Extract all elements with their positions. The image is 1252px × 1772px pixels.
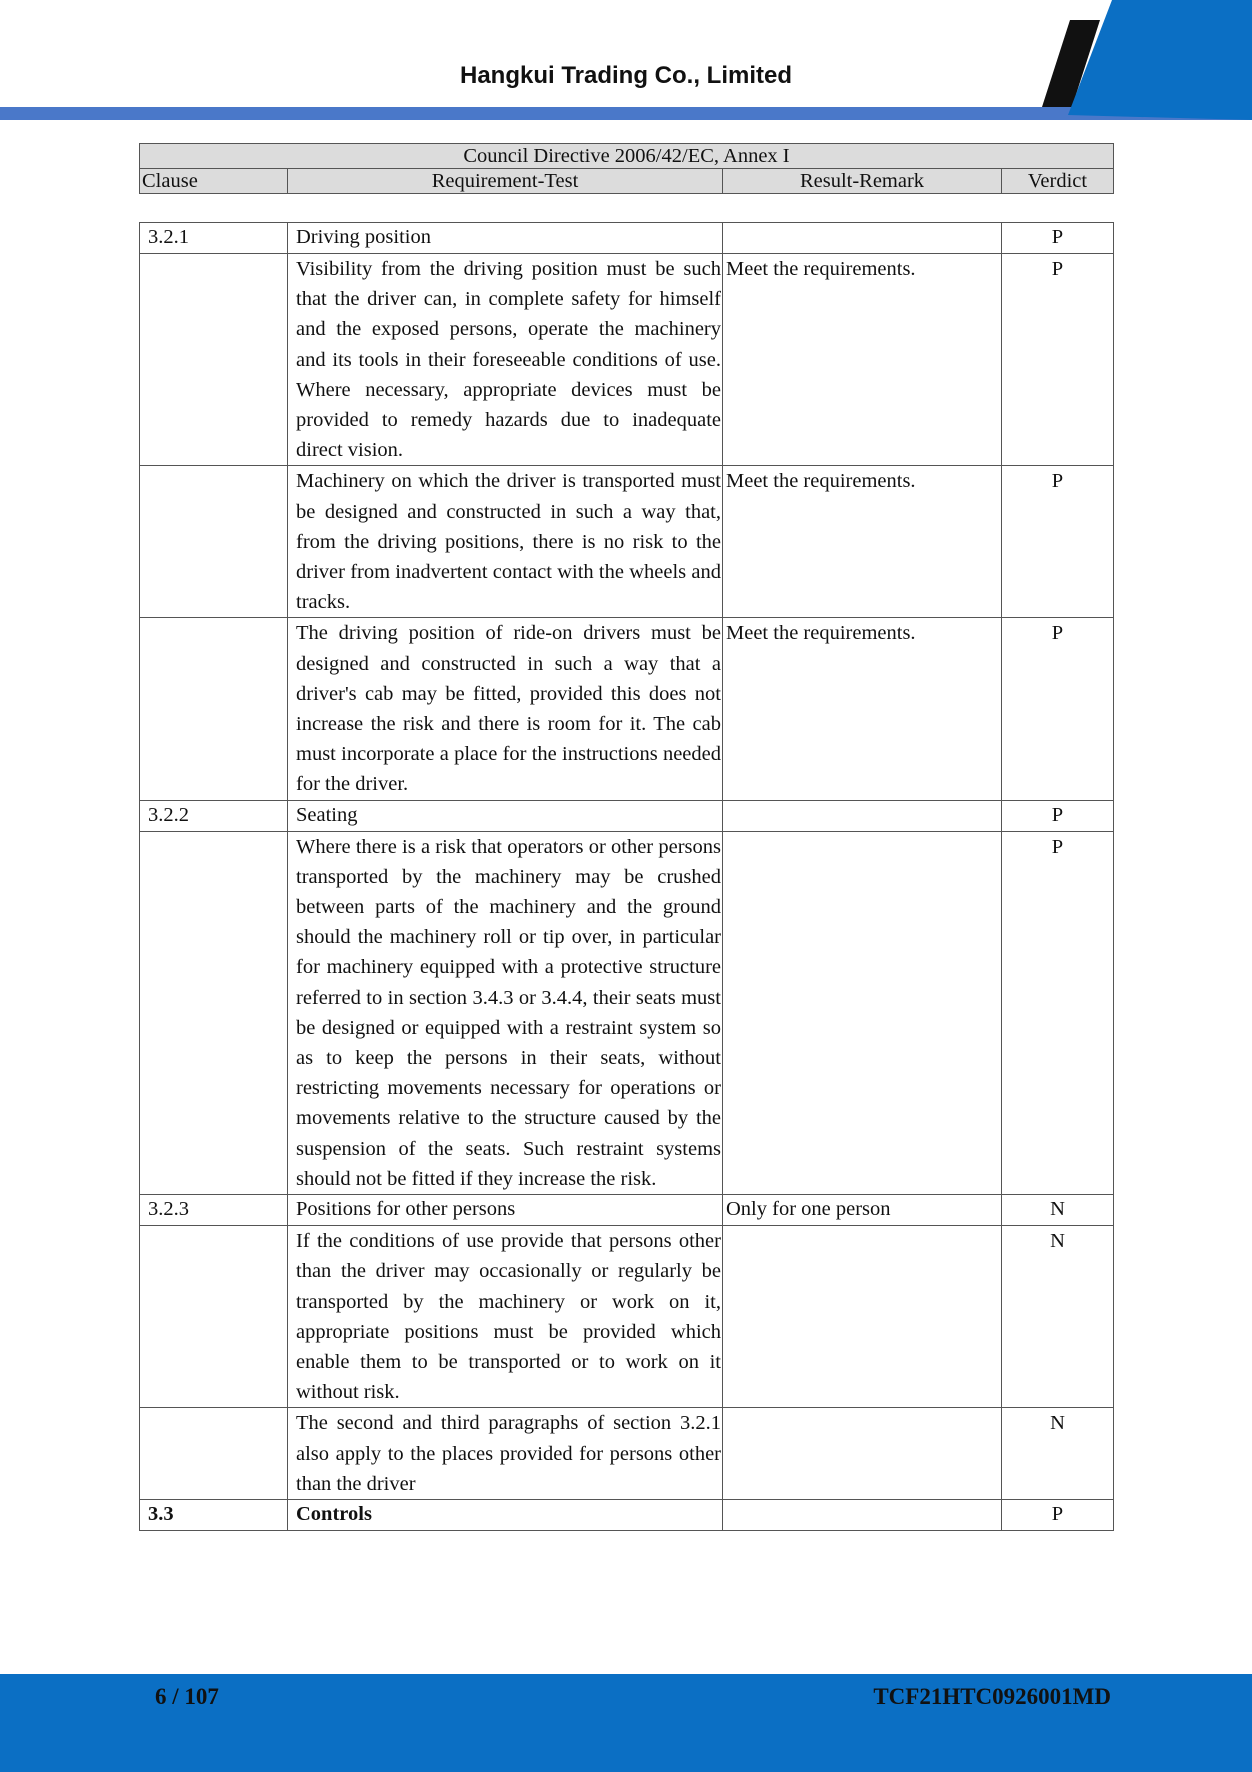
clause-cell xyxy=(140,254,288,466)
company-title: Hangkui Trading Co., Limited xyxy=(459,62,792,89)
column-header-result: Result-Remark xyxy=(723,169,1002,194)
verdict-cell: N xyxy=(1002,1226,1114,1408)
table-row xyxy=(140,1195,1114,1226)
requirement-cell: If the conditions of use provide that persons other than the driver may occasionally or regularly be transported by the machinery or work on it, appropriate positions must be provided which enable them to be transported or to work on it without risk. xyxy=(288,1226,723,1408)
requirement-cell: Where there is a risk that operators or other persons transported by the machinery may be crushed between parts of the machinery and the ground should the machinery roll or tip over, in particular for machinery equipped with a protective structure referred to in section 3.4.3 or 3.4.4, their seats must be designed or equipped with a restraint system so as to keep the persons in their seats, without restricting movements necessary for operations or movements relative to the structure caused by the suspension of the seats. Such restraint systems should not be fitted if they increase the risk. xyxy=(288,831,723,1194)
verdict-cell: N xyxy=(1002,1408,1114,1500)
requirement-cell: Positions for other persons xyxy=(288,1195,723,1226)
directive-title: Council Directive 2006/42/EC, Annex I xyxy=(140,144,1114,169)
verdict-cell: P xyxy=(1002,618,1114,800)
result-cell xyxy=(723,1226,1002,1408)
result-cell: Meet the requirements. xyxy=(723,618,1002,800)
result-cell: Meet the requirements. xyxy=(723,254,1002,466)
table-header xyxy=(139,143,1114,194)
table-row xyxy=(140,254,1114,466)
verdict-cell: P xyxy=(1002,800,1114,831)
table-row xyxy=(140,223,1114,254)
requirement-cell: Controls xyxy=(288,1499,723,1530)
clause-cell xyxy=(140,831,288,1194)
blue-block xyxy=(1068,0,1252,120)
requirement-cell: Driving position xyxy=(288,223,723,254)
clause-cell: 3.2.2 xyxy=(140,800,288,831)
table-row xyxy=(140,1499,1114,1530)
result-cell xyxy=(723,800,1002,831)
verdict-cell: N xyxy=(1002,1195,1114,1226)
verdict-cell: P xyxy=(1002,254,1114,466)
result-cell: Meet the requirements. xyxy=(723,466,1002,618)
clause-cell: 3.2.1 xyxy=(140,223,288,254)
clause-cell: 3.2.3 xyxy=(140,1195,288,1226)
result-cell xyxy=(723,1408,1002,1500)
verdict-cell: P xyxy=(1002,223,1114,254)
clause-cell xyxy=(140,1226,288,1408)
table-row xyxy=(140,800,1114,831)
table-row xyxy=(140,1408,1114,1500)
clause-cell xyxy=(140,618,288,800)
requirement-cell: Machinery on which the driver is transported must be designed and constructed in such a way that, from the driving positions, there is no risk to the driver from inadvertent contact with the wheels and tracks. xyxy=(288,466,723,618)
clause-cell xyxy=(140,466,288,618)
table-row xyxy=(140,466,1114,618)
page-number: 6 / 107 xyxy=(155,1684,219,1709)
column-header-requirement: Requirement-Test xyxy=(288,169,723,194)
column-header-clause: Clause xyxy=(140,169,288,194)
verdict-cell: P xyxy=(1002,1499,1114,1530)
table-row xyxy=(140,618,1114,800)
result-cell xyxy=(723,223,1002,254)
requirements-table xyxy=(139,222,1114,1531)
column-header-verdict: Verdict xyxy=(1002,169,1114,194)
result-cell xyxy=(723,831,1002,1194)
requirement-cell: The driving position of ride-on drivers must be designed and constructed in such a way that a driver's cab may be fitted, provided this does not increase the risk and there is room for it. The cab must incorporate a place for the instructions needed for the driver. xyxy=(288,618,723,800)
requirement-cell: The second and third paragraphs of section 3.2.1 also apply to the places provided for persons other than the driver xyxy=(288,1408,723,1500)
verdict-cell: P xyxy=(1002,466,1114,618)
requirement-cell: Seating xyxy=(288,800,723,831)
header-decoration xyxy=(962,0,1252,120)
verdict-cell: P xyxy=(1002,831,1114,1194)
table-row xyxy=(140,831,1114,1194)
table-row xyxy=(140,1226,1114,1408)
document-number: TCF21HTC0926001MD xyxy=(873,1684,1111,1709)
result-cell: Only for one person xyxy=(723,1195,1002,1226)
clause-cell xyxy=(140,1408,288,1500)
clause-cell: 3.3 xyxy=(140,1499,288,1530)
result-cell xyxy=(723,1499,1002,1530)
requirement-cell: Visibility from the driving position must be such that the driver can, in complete safety for himself and the exposed persons, operate the machinery and its tools in their foreseeable conditions of use. Where necessary, appropriate devices must be provided to remedy hazards due to inadequate direct vision. xyxy=(288,254,723,466)
